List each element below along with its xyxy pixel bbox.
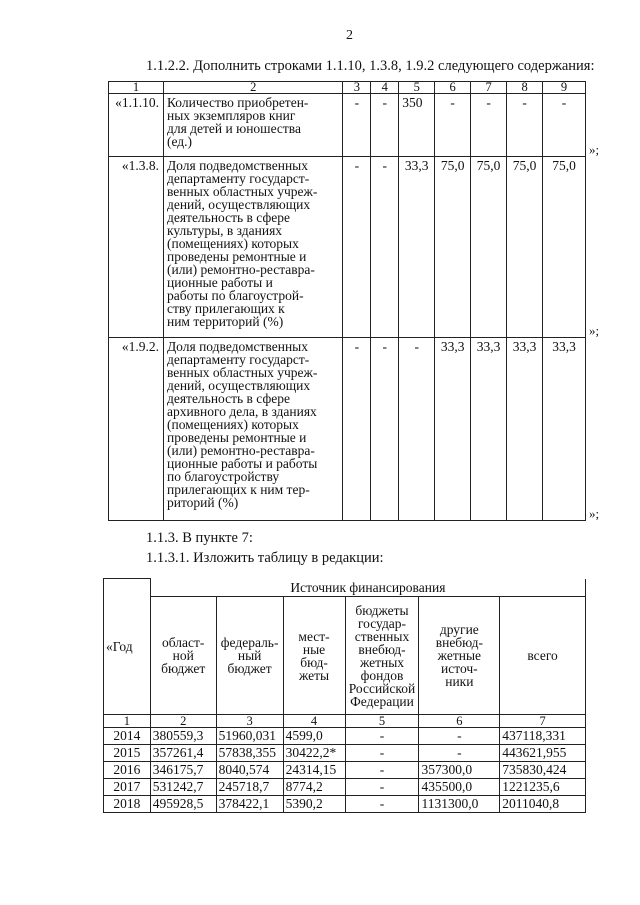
value-cell: 435500,0 bbox=[419, 779, 500, 796]
description-line: Количество приобретен- bbox=[166, 95, 309, 110]
header-line: жеты bbox=[298, 667, 330, 683]
table-row bbox=[109, 338, 586, 521]
paragraph-1-1-3: 1.1.3. В пункте 7: bbox=[146, 530, 253, 546]
description-line: дений, осуществляющих bbox=[166, 197, 311, 212]
value-cell: 4599,0 bbox=[283, 728, 345, 745]
description-line: (помещениях) которых bbox=[166, 236, 299, 251]
value-cell: 8774,2 bbox=[283, 779, 345, 796]
description-line: Доля подведомственных bbox=[166, 339, 308, 354]
header-line: Федерации bbox=[350, 693, 414, 709]
table1-header-cell: 3 bbox=[343, 82, 371, 94]
header-line: Российской bbox=[348, 680, 416, 696]
value-cell: - bbox=[371, 94, 399, 157]
header-line: жетные bbox=[437, 648, 481, 663]
column-number: 1 bbox=[104, 715, 151, 728]
description-line: проведены ремонтные и bbox=[166, 249, 307, 264]
row-description bbox=[163, 94, 343, 157]
description-line: прилегающих к ним тер- bbox=[166, 482, 310, 497]
column-number: 6 bbox=[419, 715, 500, 728]
description-line: ных экземпляров книг bbox=[166, 108, 296, 123]
value-cell: 24314,15 bbox=[283, 762, 345, 779]
value-cell: 33,3 bbox=[471, 338, 507, 521]
value-cell: 437118,331 bbox=[500, 728, 586, 745]
value-cell: - bbox=[345, 762, 419, 779]
description-line: работы по благоустрой- bbox=[166, 288, 304, 303]
table-row bbox=[104, 762, 586, 779]
table2-number-row bbox=[104, 715, 586, 728]
table1-header-cell: 4 bbox=[371, 82, 399, 94]
header-line: ной bbox=[172, 648, 194, 663]
value-cell: - bbox=[371, 338, 399, 521]
row-number: «1.9.2. bbox=[109, 338, 164, 521]
column-number: 5 bbox=[345, 715, 419, 728]
header-line: мест- bbox=[298, 628, 330, 644]
header-line: ственных bbox=[354, 628, 410, 644]
header-line: бюд- bbox=[300, 654, 328, 670]
description-line: (помещениях) которых bbox=[166, 417, 299, 432]
value-cell: - bbox=[343, 157, 371, 338]
description-line: дений, осуществляющих bbox=[166, 378, 311, 393]
column-number: 4 bbox=[283, 715, 345, 728]
paragraph-1-1-2-2: 1.1.2.2. Дополнить строками 1.1.10, 1.3.8, 1.9.2 следующего содержания: bbox=[146, 58, 595, 74]
year-cell: 2017 bbox=[104, 779, 151, 796]
column-header-federal-budget bbox=[216, 597, 283, 715]
table-row bbox=[104, 745, 586, 762]
value-cell: 245718,7 bbox=[216, 779, 283, 796]
year-cell: 2018 bbox=[104, 796, 151, 813]
value-cell: 33,3 bbox=[399, 157, 435, 338]
column-header-regional-budget bbox=[150, 597, 216, 715]
value-cell: - bbox=[371, 157, 399, 338]
column-header-local-budgets bbox=[283, 597, 345, 715]
header-line: всего bbox=[527, 648, 558, 663]
value-cell: - bbox=[471, 94, 507, 157]
value-cell: 30422,2* bbox=[283, 745, 345, 762]
description-line: (или) ремонтно-реставра- bbox=[166, 262, 315, 277]
description-line: (или) ремонтно-реставра- bbox=[166, 443, 315, 458]
value-cell: 75,0 bbox=[435, 157, 471, 338]
column-header-state-funds bbox=[345, 597, 419, 715]
value-cell: 8040,574 bbox=[216, 762, 283, 779]
description-line: (ед.) bbox=[166, 134, 193, 149]
table1-header-cell: 8 bbox=[507, 82, 543, 94]
table-row bbox=[104, 779, 586, 796]
header-line: внебюд- bbox=[435, 635, 483, 650]
column-header-total bbox=[500, 597, 586, 715]
description-line: ционные работы и bbox=[166, 275, 273, 290]
financing-source-header: Источник финансирования bbox=[150, 579, 585, 597]
value-cell: 378422,1 bbox=[216, 796, 283, 813]
header-line: бюджет bbox=[227, 661, 272, 676]
header-line: бюджет bbox=[161, 661, 206, 676]
description-line: деятельность в сфере bbox=[166, 391, 290, 406]
year-cell: 2014 bbox=[104, 728, 151, 745]
table-row bbox=[104, 796, 586, 813]
value-cell: 57838,355 bbox=[216, 745, 283, 762]
row-description bbox=[163, 157, 343, 338]
value-cell: 357261,4 bbox=[150, 745, 216, 762]
description-line: проведены ремонтные и bbox=[166, 430, 307, 445]
value-cell: - bbox=[419, 745, 500, 762]
financing-table bbox=[103, 578, 586, 813]
row-number: «1.3.8. bbox=[109, 157, 164, 338]
table-row bbox=[109, 157, 586, 338]
value-cell: - bbox=[345, 745, 419, 762]
value-cell: - bbox=[343, 338, 371, 521]
row-description bbox=[163, 338, 343, 521]
value-cell: - bbox=[399, 338, 435, 521]
description-line: по благоустройству bbox=[166, 469, 280, 484]
table-row bbox=[104, 728, 586, 745]
value-cell: 531242,7 bbox=[150, 779, 216, 796]
value-cell: 357300,0 bbox=[419, 762, 500, 779]
header-line: област- bbox=[162, 635, 205, 650]
row-end-mark: »; bbox=[589, 506, 600, 521]
table2-group-header-row bbox=[104, 579, 586, 597]
value-cell: 346175,7 bbox=[150, 762, 216, 779]
description-line: венных областных учреж- bbox=[166, 184, 318, 199]
row-end-mark: »; bbox=[589, 142, 600, 157]
value-cell: 33,3 bbox=[435, 338, 471, 521]
header-line: государ- bbox=[357, 615, 407, 631]
description-line: департаменту государст- bbox=[166, 171, 310, 186]
value-cell: 33,3 bbox=[507, 338, 543, 521]
value-cell: 33,3 bbox=[543, 338, 586, 521]
year-header: «Год bbox=[104, 579, 151, 715]
paragraph-1-1-3-1: 1.1.3.1. Изложить таблицу в редакции: bbox=[146, 550, 384, 566]
header-line: федераль- bbox=[220, 635, 279, 650]
value-cell: - bbox=[343, 94, 371, 157]
page-number: 2 bbox=[346, 28, 353, 43]
value-cell: 75,0 bbox=[471, 157, 507, 338]
description-line: Доля подведомственных bbox=[166, 158, 308, 173]
value-cell: - bbox=[543, 94, 586, 157]
value-cell: 350 bbox=[399, 94, 435, 157]
column-number: 2 bbox=[150, 715, 216, 728]
description-line: ству прилегающих к bbox=[166, 301, 285, 316]
value-cell: - bbox=[419, 728, 500, 745]
header-line: внебюд- bbox=[358, 641, 406, 657]
description-line: ционные работы и работы bbox=[166, 456, 318, 471]
header-line: жетных bbox=[359, 654, 405, 670]
value-cell: 495928,5 bbox=[150, 796, 216, 813]
table1-header-row bbox=[109, 82, 586, 94]
year-cell: 2015 bbox=[104, 745, 151, 762]
value-cell: 51960,031 bbox=[216, 728, 283, 745]
column-number: 7 bbox=[500, 715, 586, 728]
header-line: ники bbox=[445, 674, 474, 689]
value-cell: 1131300,0 bbox=[419, 796, 500, 813]
table-row bbox=[109, 94, 586, 157]
description-line: деятельность в сфере bbox=[166, 210, 290, 225]
row-number: «1.1.10. bbox=[109, 94, 164, 157]
table1-header-cell: 1 bbox=[109, 82, 164, 94]
row-end-mark: »; bbox=[589, 323, 600, 338]
value-cell: 735830,424 bbox=[500, 762, 586, 779]
table1-header-cell: 9 bbox=[543, 82, 586, 94]
value-cell: - bbox=[345, 779, 419, 796]
description-line: риторий (%) bbox=[166, 495, 239, 510]
value-cell: 380559,3 bbox=[150, 728, 216, 745]
description-line: архивного дела, в зданиях bbox=[166, 404, 317, 419]
value-cell: 2011040,8 bbox=[500, 796, 586, 813]
column-number: 3 bbox=[216, 715, 283, 728]
description-line: для детей и юношества bbox=[166, 121, 301, 136]
value-cell: 1221235,6 bbox=[500, 779, 586, 796]
value-cell: - bbox=[345, 728, 419, 745]
value-cell: 75,0 bbox=[543, 157, 586, 338]
table1-header-cell: 7 bbox=[471, 82, 507, 94]
header-line: ный bbox=[237, 648, 262, 663]
value-cell: - bbox=[345, 796, 419, 813]
header-line: бюджеты bbox=[355, 602, 409, 618]
table2-column-header-row bbox=[104, 597, 586, 715]
value-cell: - bbox=[435, 94, 471, 157]
header-line: источ- bbox=[441, 661, 478, 676]
header-line: фондов bbox=[360, 667, 404, 683]
table1-header-cell: 5 bbox=[399, 82, 435, 94]
description-line: ним территорий (%) bbox=[166, 314, 284, 329]
value-cell: 5390,2 bbox=[283, 796, 345, 813]
indicators-table bbox=[108, 81, 586, 521]
description-line: культуры, в зданиях bbox=[166, 223, 283, 238]
column-header-other-sources bbox=[419, 597, 500, 715]
description-line: департаменту государст- bbox=[166, 352, 310, 367]
header-line: другие bbox=[439, 622, 479, 637]
value-cell: - bbox=[507, 94, 543, 157]
description-line: венных областных учреж- bbox=[166, 365, 318, 380]
table1-header-cell: 2 bbox=[163, 82, 343, 94]
header-line: ные bbox=[302, 641, 326, 657]
year-cell: 2016 bbox=[104, 762, 151, 779]
value-cell: 443621,955 bbox=[500, 745, 586, 762]
value-cell: 75,0 bbox=[507, 157, 543, 338]
table1-header-cell: 6 bbox=[435, 82, 471, 94]
